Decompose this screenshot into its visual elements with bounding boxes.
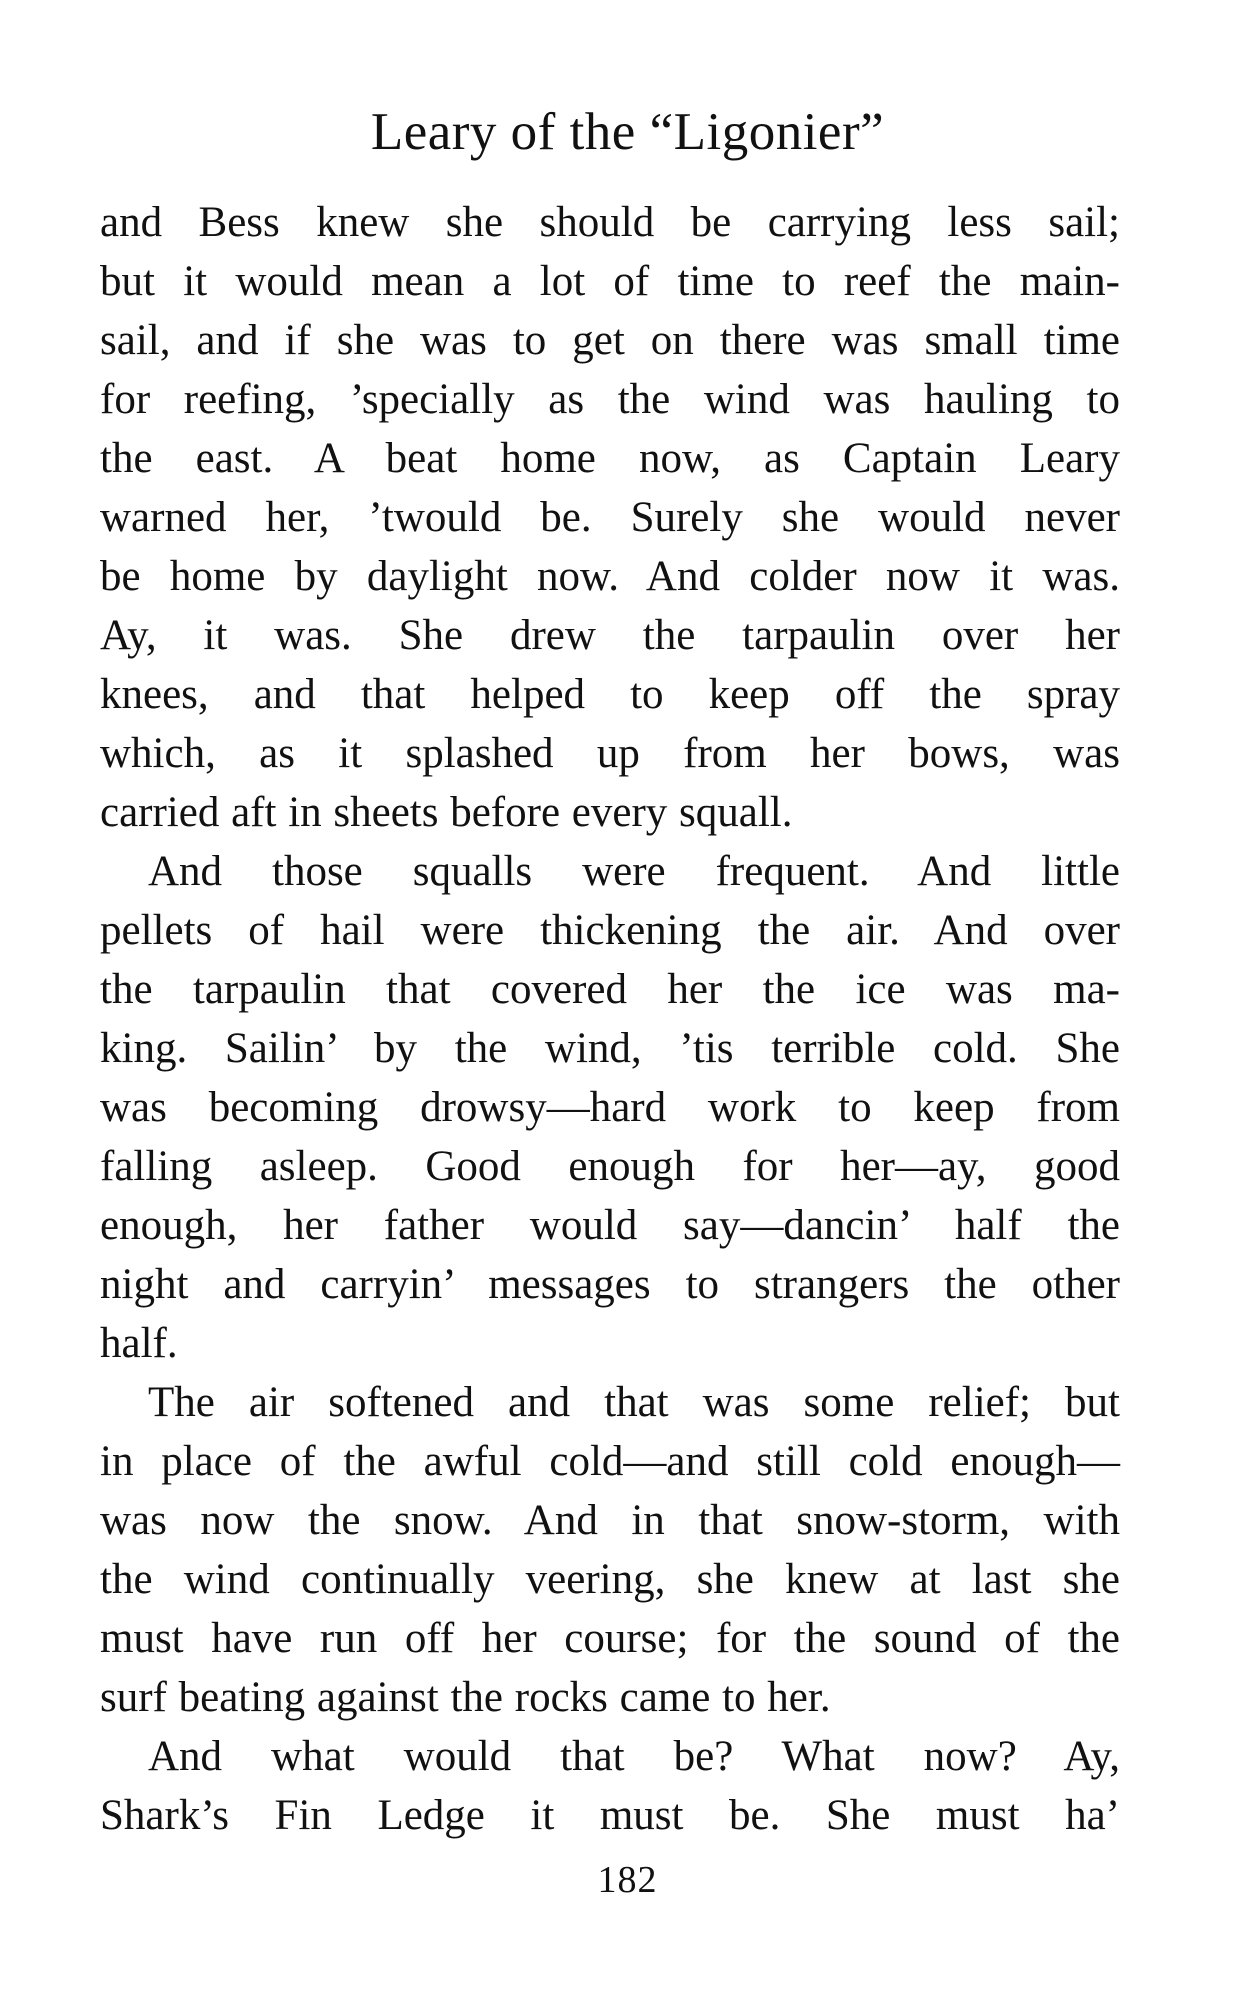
text-line: The air softened and that was some relief; but <box>148 1379 1120 1426</box>
text-line: knees, and that helped to keep off the spray <box>100 671 1120 718</box>
text-line: but it would mean a lot of time to reef the main- <box>100 258 1120 305</box>
paragraph <box>100 842 1120 1373</box>
text-line: Ay, it was. She drew the tarpaulin over her <box>100 612 1120 659</box>
text-line: enough, her father would say—dancin’ half the <box>100 1202 1120 1249</box>
text-line: sail, and if she was to get on there was small time <box>100 317 1120 364</box>
text-line: falling asleep. Good enough for her—ay, good <box>100 1143 1120 1190</box>
text-line: half. <box>100 1320 178 1367</box>
text-line: was becoming drowsy—hard work to keep from <box>100 1084 1120 1131</box>
text-line: in place of the awful cold—and still cold enough— <box>100 1438 1120 1485</box>
paragraph <box>100 193 1120 842</box>
body-text <box>100 193 1120 1845</box>
text-line: must have run off her course; for the sound of the <box>100 1615 1120 1662</box>
text-line: Shark’s Fin Ledge it must be. She must ha’ <box>100 1792 1120 1839</box>
paragraph <box>100 1373 1120 1727</box>
text-line: the east. A beat home now, as Captain Leary <box>100 435 1120 482</box>
text-line: for reefing, ’specially as the wind was hauling to <box>100 376 1120 423</box>
text-line: warned her, ’twould be. Surely she would never <box>100 494 1120 541</box>
text-line: the tarpaulin that covered her the ice was ma- <box>100 966 1120 1013</box>
text-line: was now the snow. And in that snow-storm, with <box>100 1497 1120 1544</box>
text-line: And those squalls were frequent. And little <box>148 848 1120 895</box>
text-line: And what would that be? What now? Ay, <box>148 1733 1120 1780</box>
paragraph <box>100 1727 1120 1845</box>
text-line: which, as it splashed up from her bows, was <box>100 730 1120 777</box>
text-line: pellets of hail were thickening the air. And over <box>100 907 1120 954</box>
text-line: and Bess knew she should be carrying less sail; <box>100 199 1120 246</box>
page-number: 182 <box>597 1859 658 1901</box>
text-line: the wind continually veering, she knew at last she <box>100 1556 1120 1603</box>
text-line: carried aft in sheets before every squall. <box>100 789 793 836</box>
text-line: be home by daylight now. And colder now it was. <box>100 553 1120 600</box>
running-head: Leary of the “Ligonier” <box>370 103 885 161</box>
text-line: surf beating against the rocks came to her. <box>100 1674 831 1721</box>
text-line: king. Sailin’ by the wind, ’tis terrible cold. She <box>100 1025 1120 1072</box>
text-line: night and carryin’ messages to strangers the other <box>100 1261 1120 1308</box>
